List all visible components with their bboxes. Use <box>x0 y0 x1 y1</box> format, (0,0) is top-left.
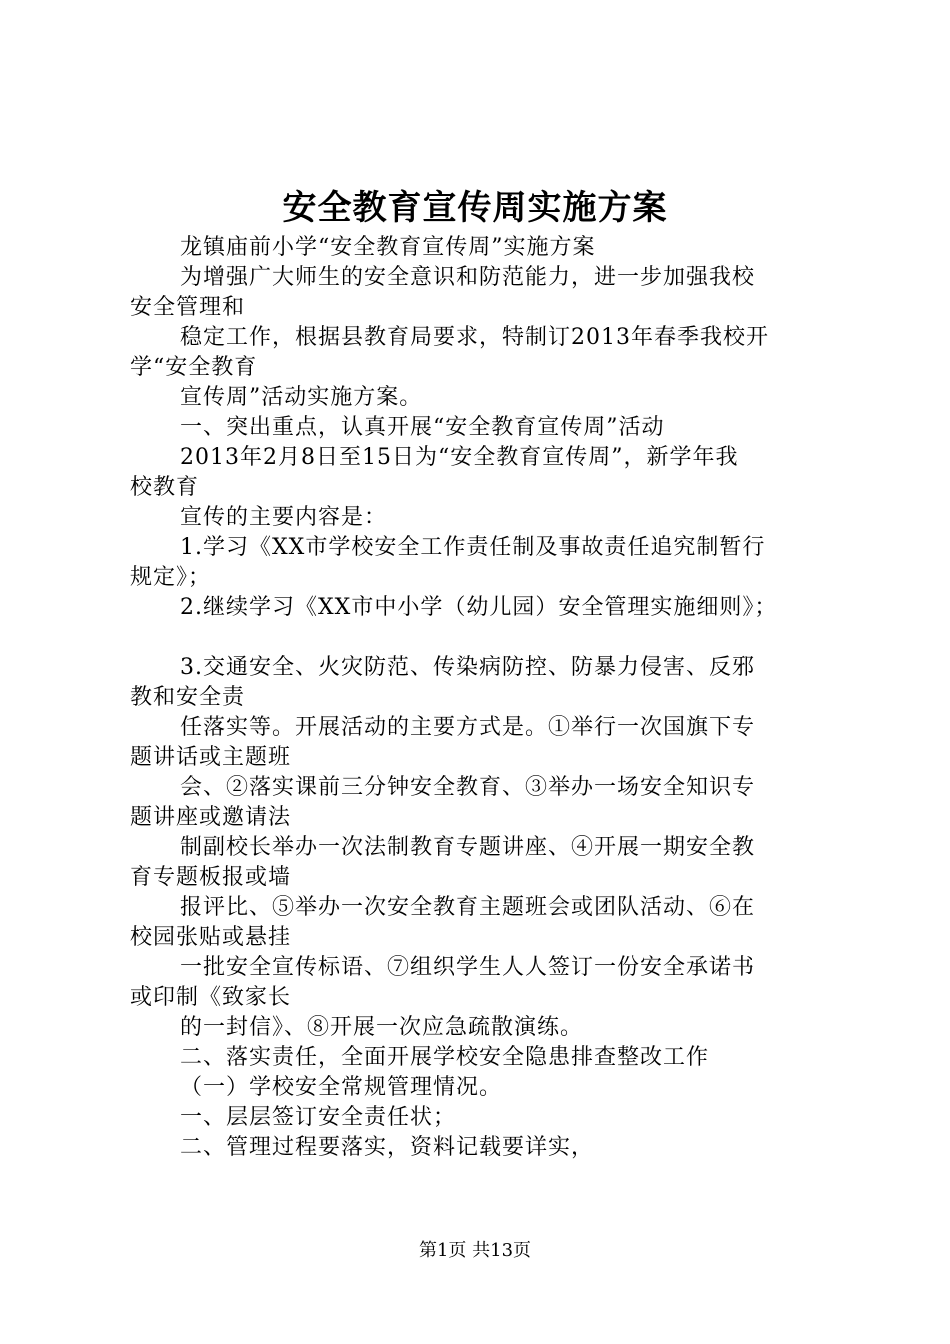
paragraph-continuation-line: 题讲座或邀请法 <box>130 805 292 830</box>
paragraph-continuation-line: 教和安全责 <box>130 685 246 710</box>
paragraph-line: 龙镇庙前小学“安全教育宣传周”实施方案 <box>180 235 596 260</box>
paragraph-continuation-line: 学“安全教育 <box>130 355 258 380</box>
paragraph-line: 3.交通安全、火灾防范、传染病防控、防暴力侵害、反邪 <box>180 655 755 680</box>
paragraph-continuation-line: 校教育 <box>130 475 200 500</box>
paragraph-continuation-line: 校园张贴或悬挂 <box>130 925 292 950</box>
document-title: 安全教育宣传周实施方案 <box>282 188 668 228</box>
paragraph-line: 稳定工作，根据县教育局要求，特制订2013年春季我校开 <box>180 325 769 350</box>
paragraph-line: 一、突出重点，认真开展“安全教育宣传周”活动 <box>180 415 665 440</box>
paragraph-line: （一）学校安全常规管理情况。 <box>180 1075 503 1100</box>
page-footer: 第1页 共13页 <box>418 1240 532 1261</box>
document-body <box>130 233 850 1163</box>
paragraph-line: 2013年2月8日至15日为“安全教育宣传周”，新学年我 <box>180 445 739 470</box>
paragraph-line: 宣传的主要内容是： <box>180 505 388 530</box>
paragraph-line: 2.继续学习《XX市中小学（幼儿园）安全管理实施细则》； <box>180 595 778 620</box>
paragraph-continuation-line: 育专题板报或墙 <box>130 865 292 890</box>
paragraph-line: 宣传周”活动实施方案。 <box>180 385 423 410</box>
paragraph-continuation-line: 安全管理和 <box>130 295 246 320</box>
paragraph-line: 一、层层签订安全责任状； <box>180 1105 457 1130</box>
paragraph-line: 会、②落实课前三分钟安全教育、③举办一场安全知识专 <box>180 775 756 800</box>
paragraph-line: 制副校长举办一次法制教育专题讲座、④开展一期安全教 <box>180 835 756 860</box>
blank-line <box>130 623 850 653</box>
paragraph-line: 为增强广大师生的安全意识和防范能力，进一步加强我校 <box>180 265 756 290</box>
paragraph-continuation-line: 规定》； <box>130 565 212 590</box>
paragraph-line: 一批安全宣传标语、⑦组织学生人人签订一份安全承诺书 <box>180 955 756 980</box>
paragraph-line: 1.学习《XX市学校安全工作责任制及事故责任追究制暂行 <box>180 535 766 560</box>
paragraph-line: 任落实等。开展活动的主要方式是。①举行一次国旗下专 <box>180 715 756 740</box>
paragraph-line: 的一封信》、⑧开展一次应急疏散演练。 <box>180 1015 584 1040</box>
paragraph-line: 二、管理过程要落实，资料记载要详实， <box>180 1135 595 1160</box>
paragraph-continuation-line: 或印制《致家长 <box>130 985 292 1010</box>
paragraph-line: 报评比、⑤举办一次安全教育主题班会或团队活动、⑥在 <box>180 895 756 920</box>
paragraph-continuation-line: 题讲话或主题班 <box>130 745 292 770</box>
paragraph-line: 二、落实责任，全面开展学校安全隐患排查整改工作 <box>180 1045 710 1070</box>
